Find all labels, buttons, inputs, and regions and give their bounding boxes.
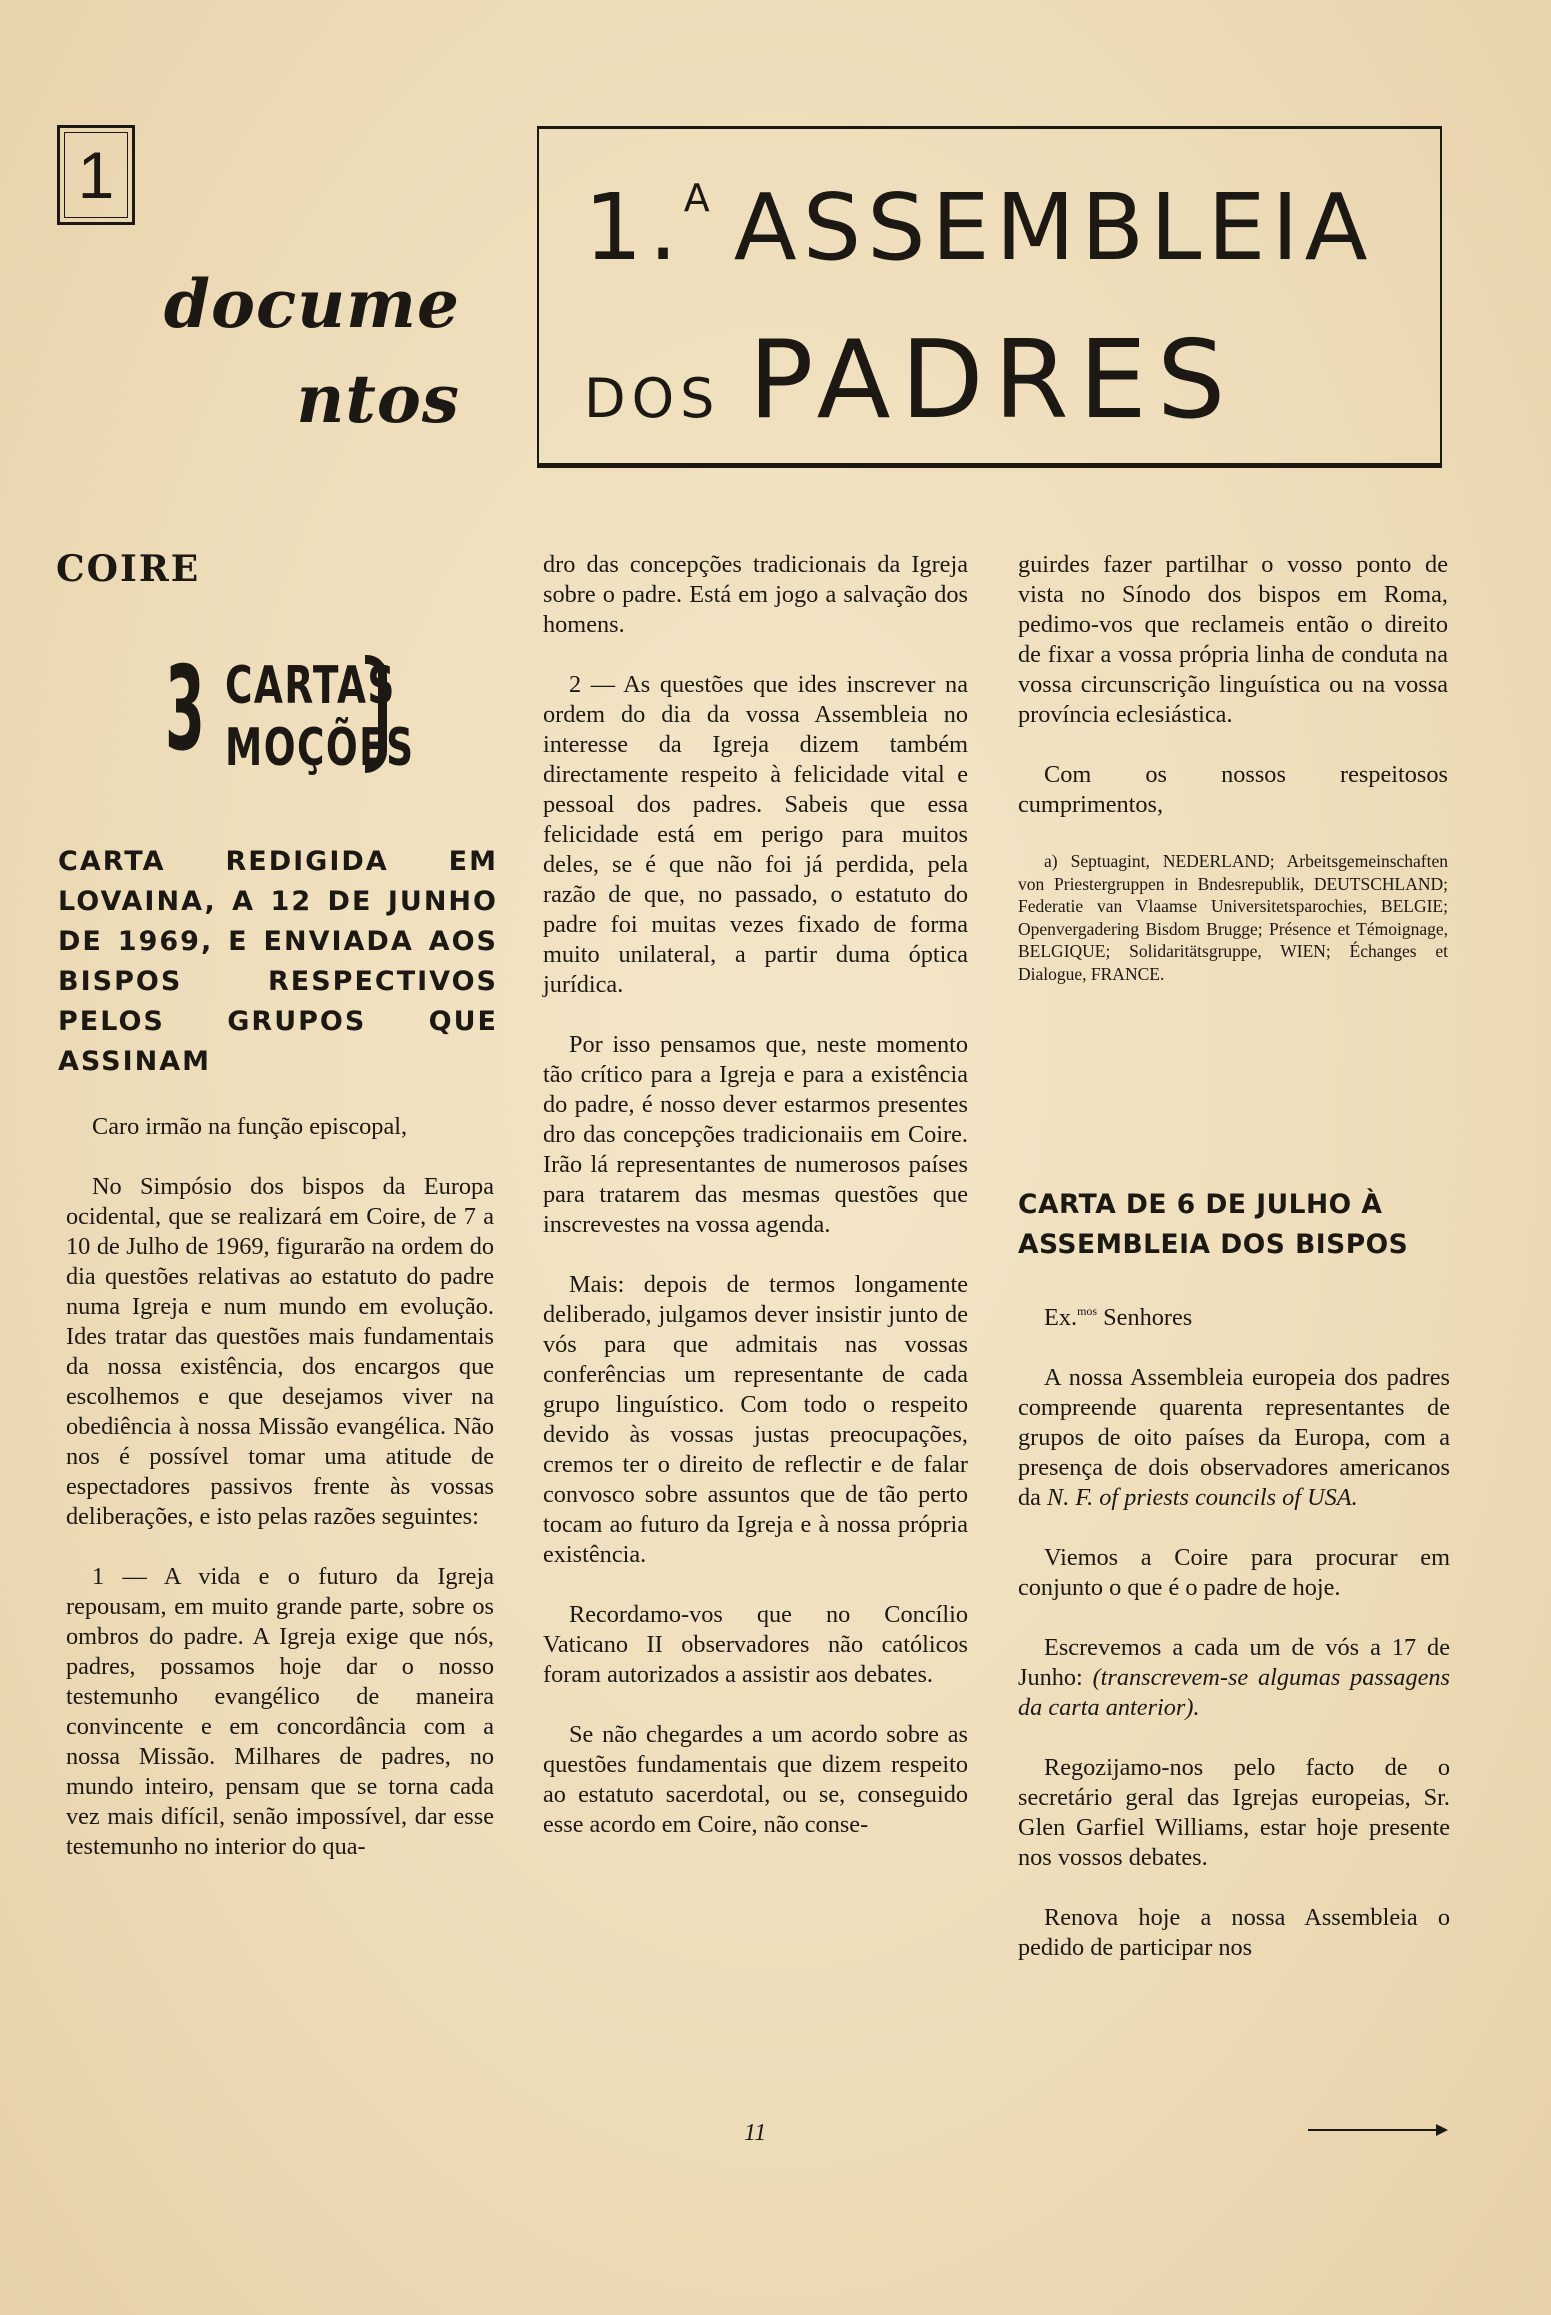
title-number: 1. bbox=[584, 174, 684, 281]
paragraph: Mais: depois de termos longamente deliberado, julgamos dever insistir junto de vós para que admitais nas vossas conferências um representante de cada grupo linguístico. Com todo o respeito devido às vossas justas preocupações, cremos ter o direito de reflectir e de falar convosco sobre assuntos que de tão perto tocam ao futuro da Igreja e à nossa própria existência. bbox=[543, 1271, 968, 1568]
place-heading: COIRE bbox=[56, 548, 201, 590]
paragraph: dro das concepções tradicionais da Igreja sobre o padre. Está em jogo a salvação dos homens. bbox=[543, 551, 968, 638]
paragraph-text: Escrevemos a cada um de vós a 17 de Junho: bbox=[1018, 1634, 1450, 1691]
section-number-box: 1 bbox=[57, 125, 135, 225]
salutation bbox=[1018, 1296, 1450, 1333]
paragraph: guirdes fazer partilhar o vosso ponto de vista no Sínodo dos bispos em Roma, pedimo-vos que reclameis então o direito de fixar a vossa própria linha de conduta na vossa circunscrição linguística ou na vossa província eclesiástica. bbox=[1018, 551, 1448, 728]
cartas-count: 3 bbox=[165, 642, 205, 777]
title-ordinal: A bbox=[683, 176, 710, 220]
salutation-text: Ex. bbox=[1044, 1304, 1078, 1331]
paragraph bbox=[1018, 1633, 1450, 1723]
paragraph: Se não chegardes a um acordo sobre as questões fundamentais que dizem respeito ao estatuto sacerdotal, ou se, conseguido esse acordo em Coire, não conse- bbox=[543, 1721, 968, 1838]
right-body-top bbox=[1018, 550, 1448, 985]
page-number: 11 bbox=[744, 2120, 767, 2146]
paragraph: Recordamo-vos que no Concílio Vaticano II observadores não católicos foram autorizados a assistir aos debates. bbox=[543, 1601, 968, 1688]
paragraph: 1 — A vida e o futuro da Igreja repousam, em muito grande parte, sobre os ombros do padre. A Igreja exige que nós, padres, possamos hoje dar o nosso testemunho evangélico de maneira convincente e em concordância com a nossa Missão. Milhares de padres, no mundo inteiro, pensam que se torna cada vez mais difícil, senão impossível, dar esse testemunho no interior do qua- bbox=[66, 1563, 494, 1860]
paragraph bbox=[1018, 1363, 1450, 1513]
section-label-line1: docume bbox=[163, 265, 460, 343]
paragraph: Renova hoje a nossa Assembleia o pedido de participar nos bbox=[1018, 1904, 1450, 1961]
title-underline bbox=[537, 466, 1442, 468]
section-label-line2: ntos bbox=[296, 360, 460, 438]
paragraph-italic: N. F. of priests councils of USA. bbox=[1047, 1484, 1358, 1511]
title-dos: DOS bbox=[584, 367, 721, 430]
bracket-decoration bbox=[365, 655, 387, 773]
paragraph-italic: (transcrevem-se algumas passagens da carta anterior). bbox=[1018, 1664, 1450, 1721]
cartas-label: CARTAS bbox=[225, 656, 396, 716]
middle-body bbox=[543, 550, 968, 1840]
paragraph: Regozijamo-nos pelo facto de o secretário geral das Igrejas europeias, Sr. Glen Garfiel Williams, estar hoje presente nos vossos debates. bbox=[1018, 1754, 1450, 1871]
salutation-rest: Senhores bbox=[1097, 1304, 1193, 1331]
signatories-footnote: a) Septuagint, NEDERLAND; Arbeitsgemeinschaften von Priestergruppen in Bndesrepublik, DEUTSCHLAND; Federatie van Vlaamse Universitetsparochies, BELGIE; Openvergadering Bisdom Brugge; Présence et Témoignage, BELGIQUE; Solidaritätsgruppe, WIEN; Échanges et Dialogue, FRANCE. bbox=[1018, 851, 1448, 984]
paragraph: Viemos a Coire para procurar em conjunto o que é o padre de hoje. bbox=[1018, 1544, 1450, 1601]
mocoes-label: MOÇÕES bbox=[225, 718, 415, 778]
paragraph-text: A nossa Assembleia europeia dos padres compreende quarenta representantes de grupos de oito países da Europa, com a presença de dois observadores americanos da bbox=[1018, 1364, 1450, 1511]
title-box bbox=[537, 126, 1442, 466]
continue-arrow-icon bbox=[1308, 2123, 1448, 2137]
salutation-sup: mos bbox=[1077, 1304, 1098, 1318]
title-word: ASSEMBLEIA bbox=[733, 174, 1374, 281]
letter1-heading: CARTA REDIGIDA EM LOVAINA, A 12 DE JUNHO DE 1969, E ENVIADA AOS BISPOS RESPECTIVOS PELOS GRUPOS QUE ASSINAM bbox=[58, 846, 498, 1077]
paragraph: 2 — As questões que ides inscrever na ordem do dia da vossa Assembleia no interesse da Igreja dizem também directamente respeito à felicidade vital e pessoal dos padres. Sabeis que essa felicidade está em perigo para muitos deles, se é que não foi já perdida, pela razão de que, no passado, o estatuto do padre foi muitas vezes fixado de forma muito unilateral, a partir duma óptica jurídica. bbox=[543, 671, 968, 998]
title-padres: PADRES bbox=[748, 318, 1236, 443]
paragraph: Por isso pensamos que, neste momento tão crítico para a Igreja e para a existência do padre, é nosso dever estarmos presentes dro das concepções tradicionaiis em Coire. Irão lá representantes de numerosos países para tratarem das mesmas questões que inscrevestes na vossa agenda. bbox=[543, 1031, 968, 1238]
right-body-bottom bbox=[1018, 1296, 1450, 1963]
left-body bbox=[66, 1112, 494, 1862]
paragraph: Com os nossos respeitosos cumprimentos, bbox=[1018, 761, 1448, 818]
title-line1 bbox=[584, 174, 1374, 281]
paragraph: No Simpósio dos bispos da Europa ocidental, que se realizará em Coire, de 7 a 10 de Julho de 1969, figurarão na ordem do dia questões relativas ao estatuto do padre numa Igreja e num mundo em evolução. Ides tratar das questões mais fundamentais da nossa existência, dos encargos que escolhemos e que desejamos viver na obediência à nossa Missão evangélica. Não nos é possível tomar uma atitude de espectadores passivos frente às vossas deliberações, e isto pelas razões seguintes: bbox=[66, 1173, 494, 1530]
title-line2 bbox=[584, 318, 1236, 443]
paragraph: Caro irmão na função episcopal, bbox=[92, 1113, 408, 1140]
letter2-heading: CARTA DE 6 DE JULHO À ASSEMBLEIA DOS BISPOS bbox=[1018, 1189, 1409, 1260]
